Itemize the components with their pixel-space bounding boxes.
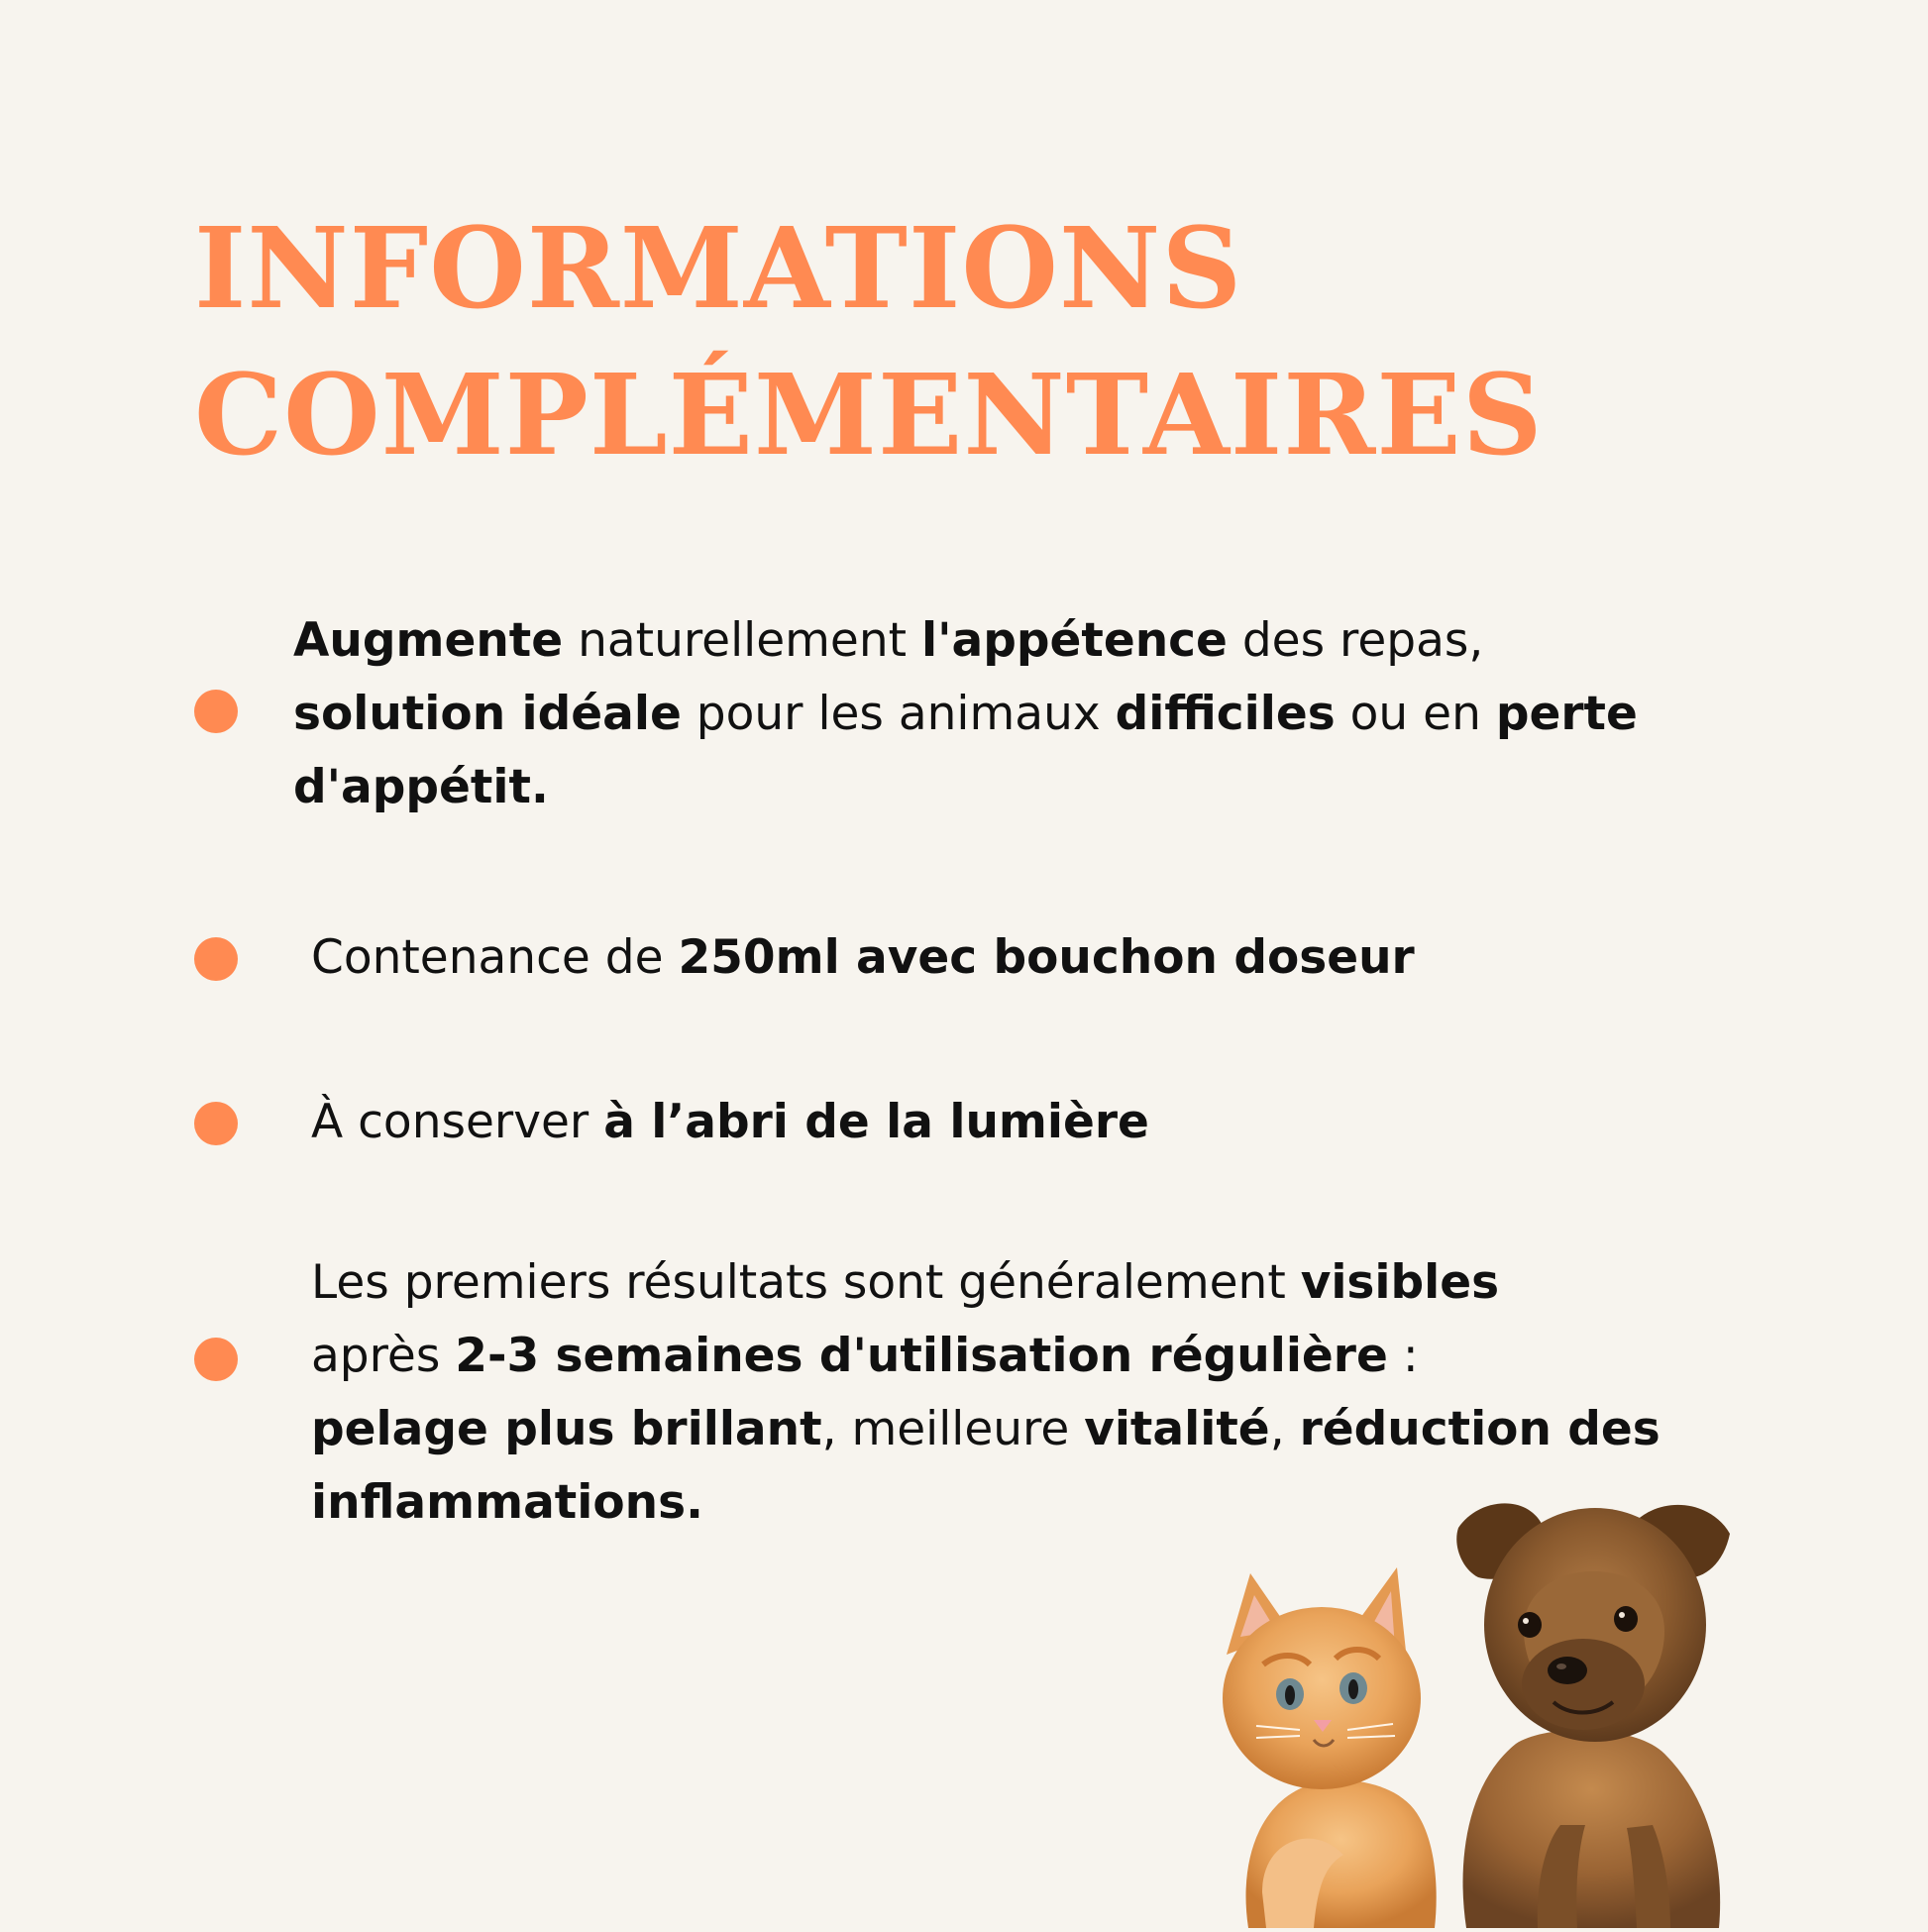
bullet-dot-icon [194, 1102, 238, 1145]
pets-illustration [1169, 1476, 1783, 1928]
regular-text: , [1269, 1402, 1300, 1456]
feature-line [311, 1086, 1149, 1159]
feature-line [293, 751, 1638, 824]
title-line-2: COMPLÉMENTAIRES [194, 351, 1544, 481]
bold-text: pelage plus brillant [311, 1402, 822, 1456]
kitten-and-puppy-photo [1169, 1476, 1783, 1928]
bold-text: solution idéale [293, 687, 682, 741]
feature-text [293, 604, 1638, 824]
bold-text: 250ml avec bouchon doseur [678, 930, 1415, 985]
feature-text [311, 921, 1415, 995]
bullet-dot-icon [194, 937, 238, 981]
bold-text: Augmente [293, 613, 564, 668]
regular-text: des repas, [1227, 613, 1484, 668]
feature-line [293, 678, 1638, 751]
bold-text: à l’abri de la lumière [603, 1095, 1149, 1149]
feature-line [293, 604, 1638, 678]
bold-text: perte [1495, 687, 1638, 741]
feature-line [311, 1320, 1660, 1393]
bold-text: visibles [1300, 1255, 1500, 1310]
regular-text: ou en [1335, 687, 1496, 741]
kitten [1223, 1567, 1437, 1928]
feature-line [311, 1246, 1660, 1320]
puppy [1456, 1503, 1730, 1928]
page-title [194, 196, 1544, 489]
feature-line [311, 1393, 1660, 1466]
bold-text: réduction des [1299, 1402, 1660, 1456]
regular-text: À conserver [311, 1095, 604, 1149]
regular-text: naturellement [563, 613, 921, 668]
title-line-1: INFORMATIONS [194, 204, 1243, 334]
regular-text: Les premiers résultats sont généralement [311, 1255, 1301, 1310]
bold-text: d'appétit. [293, 760, 549, 814]
feature-text [311, 1086, 1149, 1159]
bold-text: difficiles [1115, 687, 1336, 741]
feature-line [311, 921, 1415, 995]
bullet-dot-icon [194, 1338, 238, 1381]
regular-text: après [311, 1329, 456, 1383]
regular-text: : [1387, 1329, 1419, 1383]
bold-text: 2-3 semaines d'utilisation régulière [455, 1329, 1388, 1383]
regular-text: Contenance de [311, 930, 679, 985]
regular-text: , meilleure [821, 1402, 1085, 1456]
bold-text: vitalité [1084, 1402, 1270, 1456]
bold-text: l'appétence [920, 613, 1228, 668]
bullet-dot-icon [194, 690, 238, 733]
regular-text: pour les animaux [681, 687, 1116, 741]
bold-text: inflammations. [311, 1475, 703, 1530]
